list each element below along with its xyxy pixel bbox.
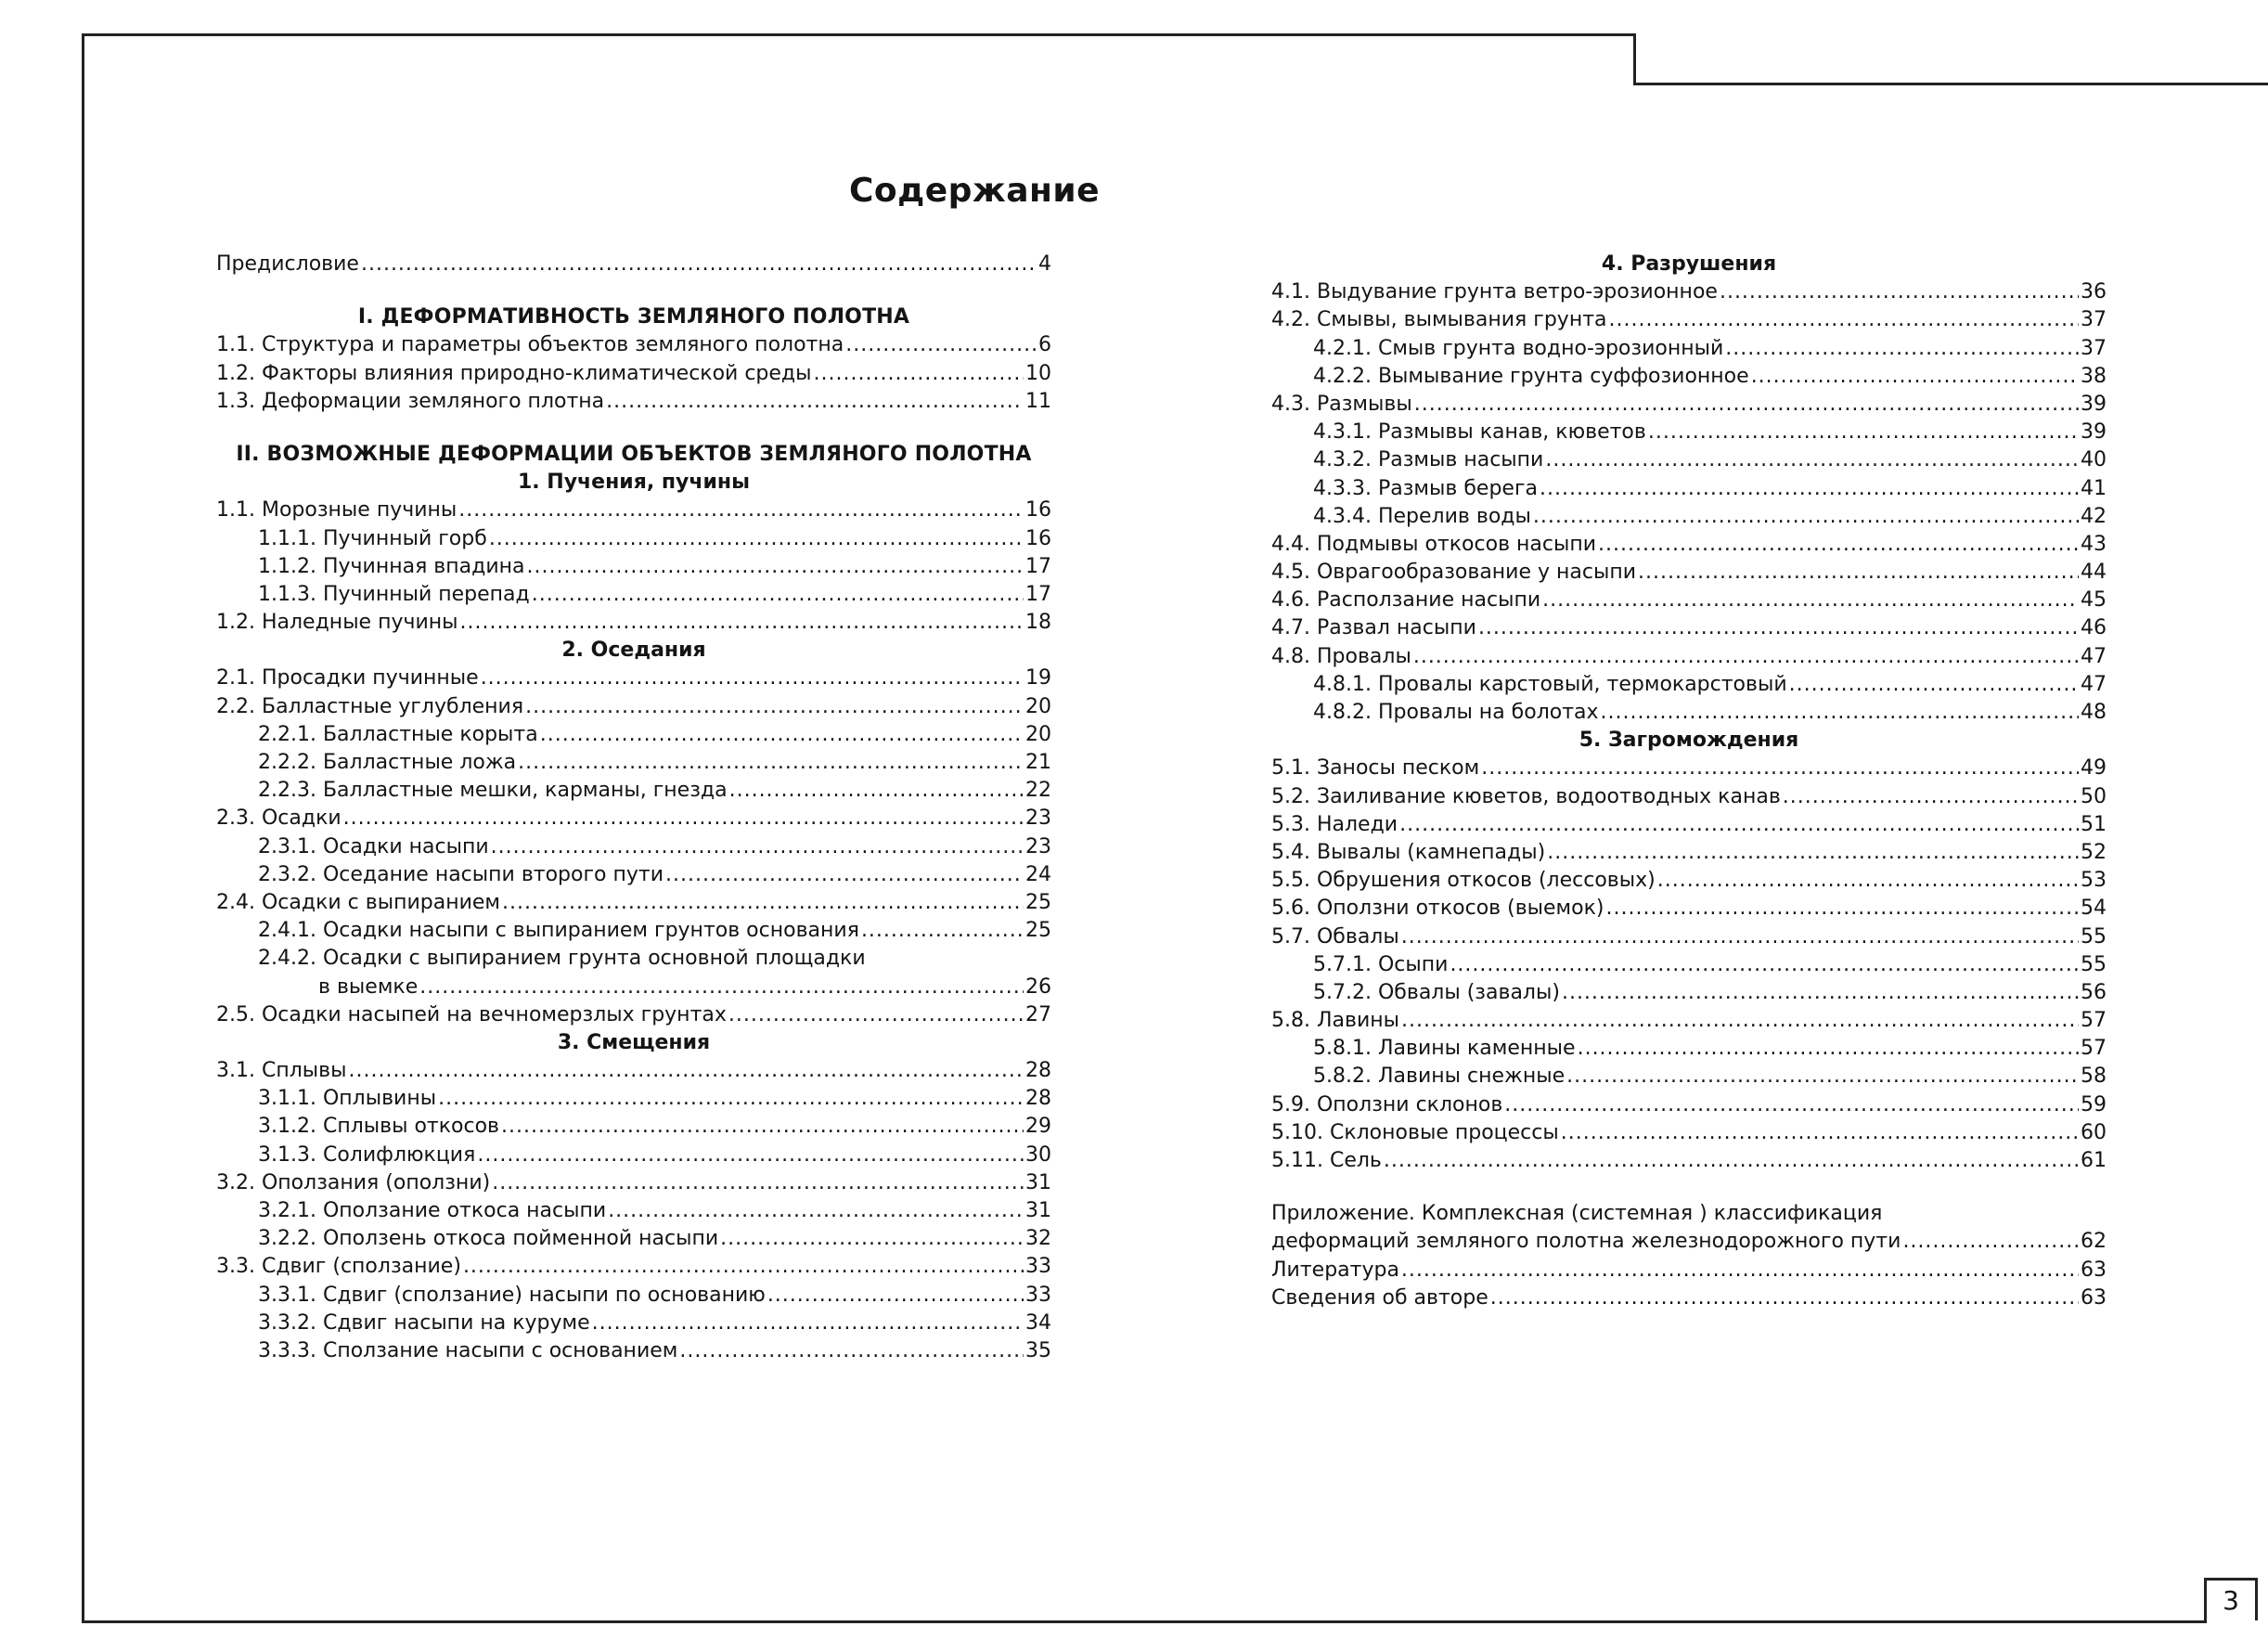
toc-entry[interactable]: [1271, 503, 2107, 531]
toc-entry-page: 44: [2081, 561, 2107, 585]
toc-entry-page: 10: [1025, 361, 1051, 385]
page-frame-top: [82, 33, 1636, 36]
toc-entry-page: 22: [1025, 779, 1051, 803]
toc-leader-dots: [489, 525, 1024, 553]
toc-leader-dots: [540, 721, 1024, 749]
toc-leader-dots: [1481, 755, 2079, 782]
toc-leader-dots: [845, 331, 1037, 359]
toc-leader-dots: [1401, 1007, 2079, 1035]
toc-entry[interactable]: [216, 833, 1051, 861]
toc-leader-dots: [481, 665, 1024, 692]
toc-entry-page: 36: [2081, 280, 2107, 304]
toc-entry[interactable]: [1271, 278, 2107, 306]
toc-entry[interactable]: [1271, 1091, 2107, 1119]
section-heading-1: 1. Пучения, пучины: [517, 471, 750, 495]
toc-entry-label: 2.3.2. Оседание насыпи второго пути: [258, 862, 664, 886]
toc-entry-page: 51: [2081, 812, 2107, 836]
toc-entry[interactable]: [216, 1001, 1051, 1029]
toc-entry-label: 5.7.1. Осыпи: [1313, 952, 1449, 976]
toc-entry[interactable]: [216, 889, 1051, 917]
toc-entry[interactable]: [216, 609, 1051, 637]
toc-entry-label: 4.8.2. Провалы на болотах: [1313, 701, 1599, 724]
toc-leader-dots: [1638, 559, 2079, 587]
toc-entry[interactable]: [1271, 1119, 2107, 1147]
toc-entry-label: 4.1. Выдувание грунта ветро-эрозионное: [1271, 280, 1718, 304]
toc-leader-dots: [1578, 1035, 2079, 1063]
toc-entry[interactable]: [216, 1057, 1051, 1085]
toc-entry-label: 3.3.2. Сдвиг насыпи на куруме: [258, 1310, 590, 1335]
toc-entry-label: 2.3. Осадки: [216, 807, 341, 831]
toc-entry[interactable]: [1271, 587, 2107, 614]
toc-entry[interactable]: [216, 917, 1051, 945]
page-frame-bottom: [82, 1620, 2207, 1623]
toc-leader-dots: [1751, 363, 2079, 391]
toc-entry-page: 23: [1025, 807, 1051, 831]
toc-entry[interactable]: [216, 1310, 1051, 1337]
toc-entry-literature[interactable]: [1271, 1257, 2107, 1284]
toc-entry[interactable]: [216, 1282, 1051, 1310]
section-heading-3: 3. Смещения: [557, 1030, 711, 1054]
toc-entry-label: 4.2. Смывы, вымывания грунта: [1271, 308, 1607, 332]
toc-entry-page: 39: [2081, 392, 2107, 416]
toc-entry[interactable]: [216, 1142, 1051, 1169]
section-heading-4: 4. Разрушения: [1601, 252, 1777, 276]
toc-leader-dots: [361, 251, 1037, 278]
toc-leader-dots: [460, 609, 1024, 637]
toc-leader-dots: [1561, 1119, 2079, 1147]
toc-leader-dots: [814, 360, 1024, 388]
toc-entry[interactable]: [216, 665, 1051, 692]
page-frame-step: [1633, 33, 1636, 85]
toc-entry-label: 4.3. Размывы: [1271, 392, 1412, 416]
toc-entry[interactable]: [1271, 643, 2107, 671]
toc-leader-dots: [1414, 391, 2079, 419]
toc-entry-page: 20: [1025, 722, 1051, 746]
toc-entry-page: 43: [2081, 532, 2107, 556]
toc-entry-page: 25: [1025, 890, 1051, 914]
toc-leader-dots: [1504, 1091, 2079, 1119]
toc-entry[interactable]: [1271, 951, 2107, 979]
toc-leader-dots: [728, 1001, 1024, 1029]
toc-entry-page: 19: [1025, 666, 1051, 690]
toc-leader-dots: [1902, 1228, 2079, 1256]
toc-leader-dots: [1783, 783, 2079, 811]
toc-leader-dots: [1598, 531, 2079, 559]
toc-entry-page: 4: [1038, 252, 1051, 276]
toc-entry[interactable]: [1271, 1147, 2107, 1175]
toc-entry[interactable]: [216, 693, 1051, 721]
toc-entry-page: 49: [2081, 756, 2107, 781]
toc-entry[interactable]: [216, 1197, 1051, 1225]
toc-leader-dots: [502, 889, 1024, 917]
toc-left-column: [216, 251, 1051, 1365]
toc-entry-page: 28: [1025, 1087, 1051, 1111]
toc-entry-page: 30: [1025, 1142, 1051, 1167]
section-heading-5: 5. Загромождения: [1579, 729, 1799, 753]
toc-leader-dots: [861, 917, 1024, 945]
toc-entry-label: 5.10. Склоновые процессы: [1271, 1120, 1559, 1144]
toc-entry[interactable]: [216, 721, 1051, 749]
toc-entry[interactable]: [1271, 475, 2107, 503]
toc-entry-page: 61: [2081, 1149, 2107, 1172]
toc-entry[interactable]: [1271, 895, 2107, 923]
toc-entry-page: 57: [2081, 1009, 2107, 1033]
toc-entry-page: 21: [1025, 751, 1051, 774]
toc-entry-label: 3.1.1. Оплывины: [258, 1087, 437, 1111]
toc-entry-label: 4.7. Развал насыпи: [1271, 616, 1476, 640]
toc-entry-label: 1.1.1. Пучинный горб: [258, 526, 487, 550]
toc-entry-label: 3.1.3. Солифлюкция: [258, 1142, 476, 1167]
toc-entry-label: 5.5. Обрушения откосов (лессовых): [1271, 869, 1656, 893]
toc-leader-dots: [1545, 446, 2079, 474]
toc-entry[interactable]: [1271, 335, 2107, 363]
page-frame-top-right: [1633, 83, 2268, 85]
toc-entry-page: 62: [2081, 1230, 2107, 1254]
toc-leader-dots: [1478, 614, 2079, 642]
toc-leader-dots: [343, 805, 1024, 832]
toc-leader-dots: [1725, 335, 2079, 363]
toc-leader-dots: [438, 1085, 1024, 1113]
toc-entry-label: 4.4. Подмывы откосов насыпи: [1271, 532, 1597, 556]
toc-entry-label: 4.2.2. Вымывание грунта суффозионное: [1313, 364, 1749, 388]
toc-entry[interactable]: [1271, 923, 2107, 951]
toc-entry-label: 4.8.1. Провалы карстовый, термокарстовый: [1313, 672, 1787, 696]
toc-entry-label: 1.2. Наледные пучины: [216, 611, 458, 635]
toc-entry-label: 3.2. Оползания (оползни): [216, 1170, 491, 1194]
toc-entry-page: 53: [2081, 869, 2107, 893]
toc-entry-label: 4.6. Расползание насыпи: [1271, 588, 1541, 613]
toc-entry-label: 5.2. Заиливание кюветов, водоотводных канав: [1271, 784, 1781, 808]
toc-entry-page: 6: [1038, 333, 1051, 357]
toc-entry-label: Предисловие: [216, 252, 359, 276]
toc-entry-page: 32: [1025, 1227, 1051, 1251]
toc-leader-dots: [1609, 306, 2079, 334]
toc-list-sec3: [216, 1057, 1051, 1365]
toc-entry[interactable]: [1271, 559, 2107, 587]
page-frame-left: [82, 33, 84, 1620]
toc-entry[interactable]: [1271, 1035, 2107, 1063]
toc-entry-label: 1.1.2. Пучинная впадина: [258, 554, 525, 578]
toc-entry-label: 5.7. Обвалы: [1271, 924, 1399, 948]
page-number: 3: [2204, 1578, 2258, 1620]
toc-entry[interactable]: [1271, 783, 2107, 811]
toc-entry-label: 4.2.1. Смыв грунта водно-эрозионный: [1313, 336, 1724, 360]
toc-leader-dots: [349, 1057, 1024, 1085]
toc-entry[interactable]: [216, 525, 1051, 553]
toc-entry[interactable]: [1271, 306, 2107, 334]
toc-entry-page: 52: [2081, 840, 2107, 864]
toc-entry-page: 20: [1025, 694, 1051, 718]
toc-entry-page: 16: [1025, 498, 1051, 523]
toc-entry[interactable]: [1271, 811, 2107, 839]
toc-entry-label: 3.3. Сдвиг (сползание): [216, 1255, 461, 1279]
toc-entry-label: 4.3.2. Размыв насыпи: [1313, 448, 1544, 472]
toc-entry-label: 4.8. Провалы: [1271, 644, 1411, 668]
toc-leader-dots: [1401, 1257, 2079, 1284]
toc-entry-label: 2.2.1. Балластные корыта: [258, 722, 538, 746]
toc-entry[interactable]: [1271, 1063, 2107, 1090]
toc-entry-label: 5.1. Заносы песком: [1271, 756, 1480, 781]
toc-leader-dots: [463, 1253, 1024, 1281]
toc-leader-dots: [1566, 1063, 2079, 1090]
toc-leader-dots: [1384, 1147, 2079, 1175]
toc-leader-dots: [518, 749, 1024, 777]
toc-entry-label: 2.2. Балластные углубления: [216, 694, 524, 718]
toc-leader-dots: [532, 581, 1024, 609]
section-heading-2: 2. Оседания: [561, 639, 706, 663]
toc-entry-label: 1.3. Деформации земляного плотна: [216, 389, 605, 413]
toc-entry-label: 5.9. Оползни склонов: [1271, 1092, 1503, 1116]
toc-leader-dots: [458, 497, 1024, 524]
toc-entry[interactable]: [216, 861, 1051, 889]
toc-leader-dots: [477, 1142, 1024, 1169]
toc-entry-label: 3.2.2. Оползень откоса пойменной насыпи: [258, 1227, 719, 1251]
toc-appendix-line1[interactable]: Приложение. Комплексная (системная ) классификация: [1271, 1202, 1883, 1226]
toc-entry-page: 23: [1025, 834, 1051, 858]
toc-entry-page: 28: [1025, 1059, 1051, 1083]
toc-leader-dots: [1720, 278, 2079, 306]
part-heading-2: II. ВОЗМОЖНЫЕ ДЕФОРМАЦИИ ОБЪЕКТОВ ЗЕМЛЯНОГО ПОЛОТНА: [236, 442, 1032, 466]
toc-entry-page: 48: [2081, 701, 2107, 724]
toc-entry[interactable]: [1271, 839, 2107, 867]
toc-appendix-line2[interactable]: [1271, 1228, 2107, 1256]
toc-entry-label: 2.5. Осадки насыпей на вечномерзлых грунтах: [216, 1002, 727, 1026]
toc-leader-dots: [525, 693, 1024, 721]
toc-leader-dots: [1490, 1284, 2079, 1312]
toc-entry-label: 5.8.1. Лавины каменные: [1313, 1037, 1576, 1061]
toc-list-part1: [216, 331, 1051, 416]
toc-entry-label: 2.2.2. Балластные ложа: [258, 751, 517, 774]
toc-entry[interactable]: [1271, 979, 2107, 1007]
toc-entry-label: 2.3.1. Осадки насыпи: [258, 834, 489, 858]
toc-entry-label: 1.1. Структура и параметры объектов земляного полотна: [216, 333, 844, 357]
toc-leader-dots: [1562, 979, 2079, 1007]
toc-entry-page: 47: [2081, 644, 2107, 668]
toc-entry-label: 4.3.4. Перелив воды: [1313, 504, 1531, 528]
toc-entry[interactable]: [1271, 1007, 2107, 1035]
toc-entry-label: Сведения об авторе: [1271, 1285, 1488, 1310]
toc-entry-label: 2.4. Осадки с выпиранием: [216, 890, 501, 914]
toc-entry-page: 41: [2081, 476, 2107, 500]
toc-entry[interactable]: [216, 1085, 1051, 1113]
toc-leader-dots: [729, 777, 1024, 805]
part-heading-1: I. ДЕФОРМАТИВНОСТЬ ЗЕМЛЯНОГО ПОЛОТНА: [357, 305, 910, 329]
toc-entry-page: 33: [1025, 1255, 1051, 1279]
toc-leader-dots: [592, 1310, 1024, 1337]
toc-entry-label: 5.7.2. Обвалы (завалы): [1313, 980, 1560, 1004]
toc-leader-dots: [1540, 475, 2079, 503]
toc-entry[interactable]: [216, 749, 1051, 777]
toc-entry[interactable]: [216, 553, 1051, 581]
toc-entry[interactable]: [216, 360, 1051, 388]
toc-entry[interactable]: [1271, 419, 2107, 446]
toc-entry-label: 1.1.3. Пучинный перепад: [258, 582, 530, 606]
toc-entry-label: деформаций земляного полотна железнодорожного пути: [1271, 1230, 1901, 1254]
toc-entry-page: 33: [1025, 1283, 1051, 1307]
toc-entry-label: 3.1. Сплывы: [216, 1059, 347, 1083]
toc-entry[interactable]: [216, 581, 1051, 609]
toc-entry-multiline-line2[interactable]: [216, 974, 1051, 1001]
toc-entry[interactable]: [216, 331, 1051, 359]
toc-entry-label: 2.2.3. Балластные мешки, карманы, гнезда: [258, 779, 728, 803]
toc-entry-page: 54: [2081, 897, 2107, 921]
toc-entry[interactable]: [216, 388, 1051, 416]
toc-entry-label: 2.4.1. Осадки насыпи с выпиранием грунтов основания: [258, 919, 859, 943]
toc-entry-label: 3.3.3. Сползание насыпи с основанием: [258, 1338, 678, 1362]
toc-entry-author[interactable]: [1271, 1284, 2107, 1312]
toc-entry-page: 56: [2081, 980, 2107, 1004]
toc-leader-dots: [1606, 895, 2080, 923]
toc-leader-dots: [419, 974, 1024, 1001]
toc-leader-dots: [1450, 951, 2079, 979]
toc-entry-label: 3.3.1. Сдвиг (сползание) насыпи по основанию: [258, 1283, 766, 1307]
toc-leader-dots: [767, 1282, 1024, 1310]
toc-entry-label: 3.2.1. Оползание откоса насыпи: [258, 1199, 607, 1222]
toc-entry-page: 29: [1025, 1115, 1051, 1139]
toc-entry[interactable]: [1271, 446, 2107, 474]
toc-entry-label: 3.1.2. Сплывы откосов: [258, 1115, 500, 1139]
toc-entry-page: 39: [2081, 420, 2107, 445]
toc-leader-dots: [1789, 671, 2079, 699]
toc-entry-page: 55: [2081, 924, 2107, 948]
toc-entry[interactable]: [216, 1337, 1051, 1365]
toc-entry[interactable]: [216, 497, 1051, 524]
toc-entry-label: 4.3.1. Размывы канав, кюветов: [1313, 420, 1646, 445]
toc-leader-dots: [492, 1169, 1024, 1197]
toc-leader-dots: [1399, 811, 2079, 839]
toc-entry-page: 47: [2081, 672, 2107, 696]
toc-entry-page: 60: [2081, 1120, 2107, 1144]
toc-entry[interactable]: [216, 805, 1051, 832]
toc-entry-label: 1.2. Факторы влияния природно-климатической среды: [216, 361, 812, 385]
toc-entry-multiline-line1[interactable]: 2.4.2. Осадки с выпиранием грунта основной площадки: [258, 947, 866, 971]
toc-leader-dots: [679, 1337, 1024, 1365]
toc-entry-page: 16: [1025, 526, 1051, 550]
toc-entry[interactable]: [1271, 671, 2107, 699]
toc-entry[interactable]: [1271, 531, 2107, 559]
toc-entry-label: 5.3. Наледи: [1271, 812, 1398, 836]
toc-entry-page: 27: [1025, 1002, 1051, 1026]
toc-entry-page: 50: [2081, 784, 2107, 808]
toc-leader-dots: [608, 1197, 1024, 1225]
toc-list-sec2: [216, 665, 1051, 945]
toc-entry-page: 57: [2081, 1037, 2107, 1061]
toc-leader-dots: [606, 388, 1024, 416]
toc-entry-label: Литература: [1271, 1258, 1399, 1282]
toc-entry-page: 63: [2081, 1258, 2107, 1282]
toc-entry-label: 5.8. Лавины: [1271, 1009, 1400, 1033]
toc-entry[interactable]: [216, 1225, 1051, 1253]
toc-entry-page: 59: [2081, 1092, 2107, 1116]
toc-leader-dots: [665, 861, 1024, 889]
toc-entry-page: 63: [2081, 1285, 2107, 1310]
toc-entry-preface[interactable]: [216, 251, 1051, 278]
toc-list-sec4: [1271, 278, 2107, 727]
toc-entry-page: 11: [1025, 389, 1051, 413]
toc-entry[interactable]: [1271, 614, 2107, 642]
toc-leader-dots: [1401, 923, 2079, 951]
toc-entry-label: 5.6. Оползни откосов (выемок): [1271, 897, 1604, 921]
toc-entry-page: 35: [1025, 1338, 1051, 1362]
toc-entry-page: 46: [2081, 616, 2107, 640]
toc-leader-dots: [1533, 503, 2079, 531]
toc-entry-page: 26: [1025, 974, 1051, 999]
toc-entry-page: 31: [1025, 1170, 1051, 1194]
toc-entry-label: 1.1. Морозные пучины: [216, 498, 457, 523]
toc-entry-page: 17: [1025, 582, 1051, 606]
toc-entry-label: 4.5. Оврагообразование у насыпи: [1271, 561, 1637, 585]
toc-entry-page: 38: [2081, 364, 2107, 388]
page-title: Содержание: [848, 172, 1101, 210]
toc-list-sec5: [1271, 755, 2107, 1175]
toc-leader-dots: [1547, 839, 2079, 867]
toc-entry-label: 5.11. Сель: [1271, 1149, 1382, 1172]
toc-entry-label: 4.3.3. Размыв берега: [1313, 476, 1538, 500]
toc-entry-label: 2.1. Просадки пучинные: [216, 666, 479, 690]
toc-entry-page: 55: [2081, 952, 2107, 976]
toc-leader-dots: [720, 1225, 1024, 1253]
toc-entry-page: 31: [1025, 1199, 1051, 1222]
toc-entry-page: 58: [2081, 1065, 2107, 1089]
toc-leader-dots: [501, 1113, 1024, 1141]
toc-entry-page: 18: [1025, 611, 1051, 635]
toc-entry-label: 5.8.2. Лавины снежные: [1313, 1065, 1566, 1089]
toc-entry-page: 45: [2081, 588, 2107, 613]
toc-entry[interactable]: [216, 777, 1051, 805]
toc-leader-dots: [1657, 867, 2079, 895]
toc-leader-dots: [1542, 587, 2079, 614]
toc-entry-page: 37: [2081, 308, 2107, 332]
toc-entry[interactable]: [1271, 363, 2107, 391]
toc-entry-page: 40: [2081, 448, 2107, 472]
toc-right-column: [1271, 251, 2107, 1312]
toc-leader-dots: [491, 833, 1024, 861]
toc-entry-label: 5.4. Вывалы (камнепады): [1271, 840, 1546, 864]
toc-entry-page: 37: [2081, 336, 2107, 360]
toc-entry[interactable]: [1271, 391, 2107, 419]
toc-leader-dots: [1413, 643, 2079, 671]
toc-list-sec1: [216, 497, 1051, 637]
toc-entry[interactable]: [216, 1169, 1051, 1197]
toc-entry[interactable]: [216, 1113, 1051, 1141]
toc-entry[interactable]: [216, 1253, 1051, 1281]
toc-leader-dots: [527, 553, 1024, 581]
toc-leader-dots: [1648, 419, 2079, 446]
toc-leader-dots: [1601, 699, 2079, 727]
toc-entry-page: 24: [1025, 862, 1051, 886]
toc-entry-label: в выемке: [318, 974, 419, 999]
toc-entry[interactable]: [1271, 699, 2107, 727]
toc-entry-page: 34: [1025, 1310, 1051, 1335]
toc-entry[interactable]: [1271, 867, 2107, 895]
toc-entry[interactable]: [1271, 755, 2107, 782]
toc-entry-page: 17: [1025, 554, 1051, 578]
toc-entry-page: 25: [1025, 919, 1051, 943]
toc-entry-page: 42: [2081, 504, 2107, 528]
